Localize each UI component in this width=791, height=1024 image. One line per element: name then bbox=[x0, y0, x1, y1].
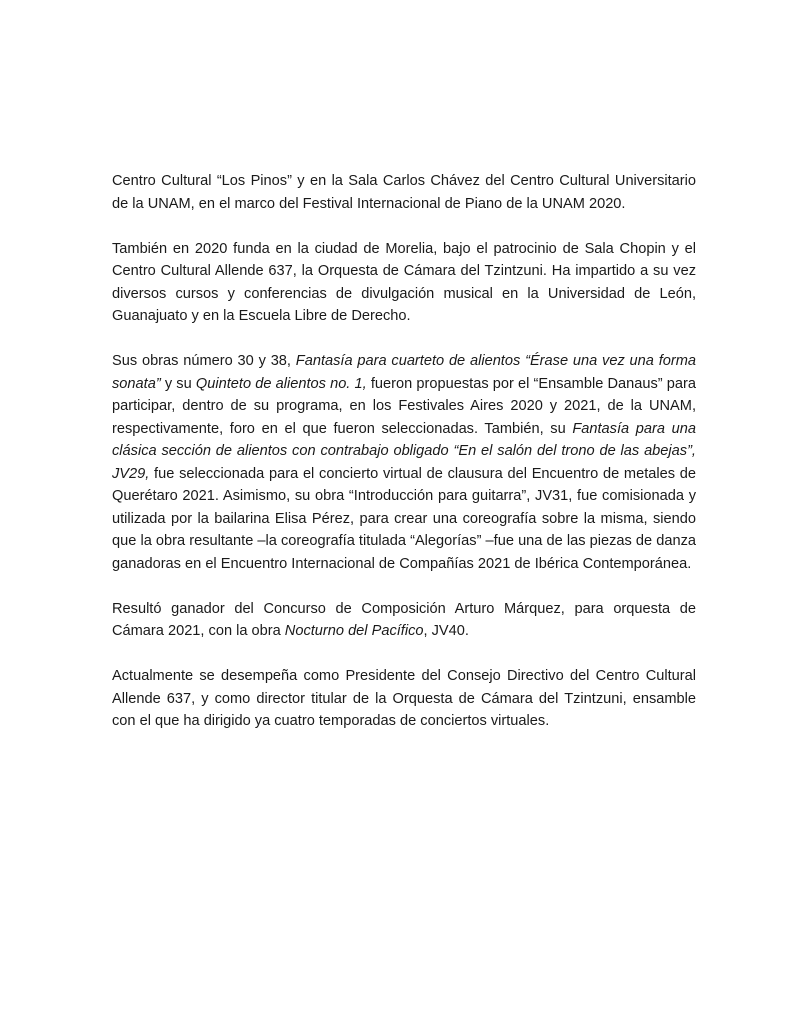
paragraph-5 bbox=[112, 665, 696, 733]
paragraph-2-text: También en 2020 funda en la ciudad de Morelia, bajo el patrocinio de Sala Chopin y el Centro Cultural Allende 637, la Orquesta de Cámara del Tzintzuni. Ha impartido a su vez diversos cursos y conferencias de divulgación musical en la Universidad de León, Guanajuato y en la Escuela Libre de Derecho. bbox=[112, 240, 696, 324]
document-body bbox=[112, 170, 696, 733]
work-title-quinteto: Quinteto de alientos no. 1, bbox=[195, 375, 367, 392]
paragraph-1 bbox=[112, 170, 696, 215]
paragraph-4-text: Resultó ganador del Concurso de Composición Arturo Márquez, para orquesta de Cámara 2021, con la obra bbox=[112, 600, 696, 639]
paragraph-3-text: fue seleccionada para el concierto virtual de clausura del Encuentro de metales de Querétaro 2021. Asimismo, su obra “Introducción para guitarra”, JV31, fue comisionada y utilizada por la bailarina Elisa Pérez, para crear una coreografía sobre la misma, siendo que la obra resultante –la coreografía titulada “Alegorías” –fue una de las piezas de danza ganadoras en el Encuentro Internacional de Compañías 2021 de Ibérica Contemporánea. bbox=[112, 465, 696, 572]
paragraph-2 bbox=[112, 238, 696, 328]
paragraph-3-text: Sus obras número 30 y 38, bbox=[112, 353, 296, 369]
work-title-nocturno: Nocturno del Pacífico bbox=[284, 623, 424, 639]
work-title-fantasia-cuarteto: Fantasía para cuarteto de alientos “Érase una vez una forma sonata” bbox=[112, 353, 697, 392]
paragraph-1-text: Centro Cultural “Los Pinos” y en la Sala Carlos Chávez del Centro Cultural Universitario de la UNAM, en el marco del Festival Internacional de Piano de la UNAM 2020. bbox=[112, 173, 696, 212]
paragraph-3-text: y su bbox=[160, 375, 196, 392]
paragraph-4 bbox=[112, 598, 696, 643]
paragraph-4-text: , JV40. bbox=[423, 623, 469, 639]
work-title-fantasia-clasica: Fantasía para una clásica sección de alientos con contrabajo obligado “En el salón del trono de las abejas”, JV29, bbox=[112, 420, 697, 482]
paragraph-5-text: Actualmente se desempeña como Presidente del Consejo Directivo del Centro Cultural Allende 637, y como director titular de la Orquesta de Cámara del Tzintzuni, ensamble con el que ha dirigido ya cuatro temporadas de conciertos virtuales. bbox=[112, 668, 696, 729]
paragraph-3-text: fueron propuestas por el “Ensamble Danaus” para participar, dentro de su programa, en los Festivales Aires 2020 y 2021, de la UNAM, respectivamente, foro en el que fueron seleccionadas. También, su bbox=[112, 375, 696, 437]
paragraph-3 bbox=[112, 350, 696, 575]
